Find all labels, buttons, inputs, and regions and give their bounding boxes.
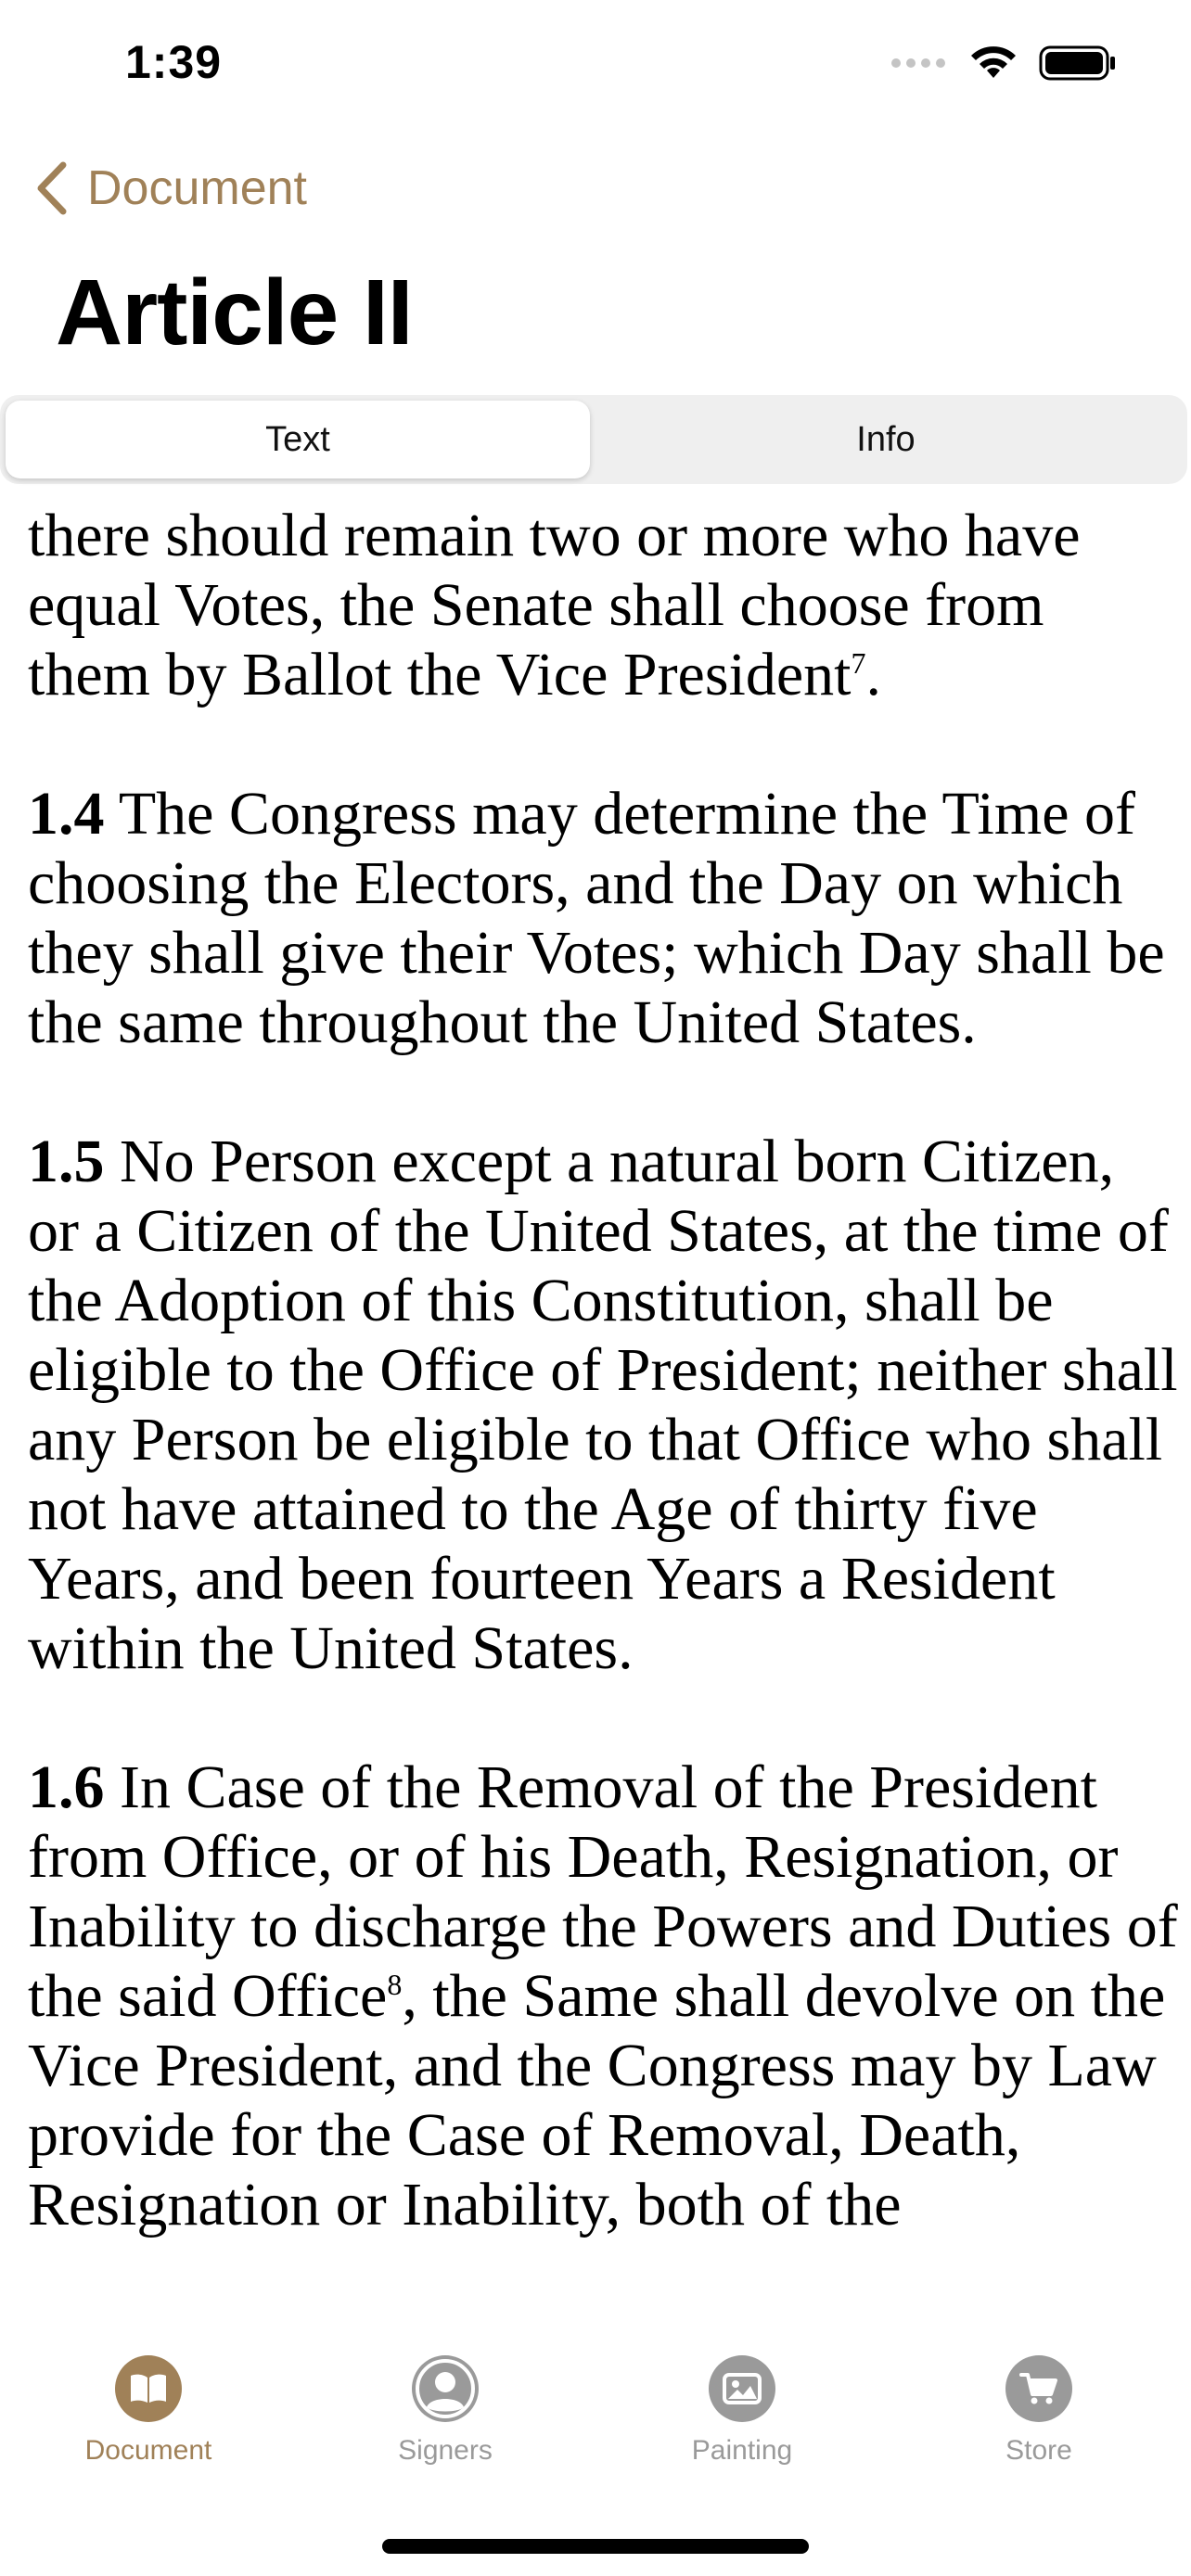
tab-painting[interactable]: [631, 2355, 853, 2467]
paragraph: [28, 779, 1178, 1057]
segmented-control: [0, 395, 1187, 484]
status-icons: [890, 45, 1117, 82]
paragraph-text: there should remain two or more who have equal Votes, the Senate shall choose from them by Ballot the Vice President: [28, 502, 1081, 708]
paragraph-text: .: [865, 641, 881, 708]
paragraph: [28, 1127, 1178, 1683]
footnote-marker[interactable]: 8: [387, 1968, 403, 2001]
wifi-icon: [968, 45, 1018, 82]
status-bar: [0, 0, 1191, 139]
paragraph-text: The Congress may determine the Time of choosing the Electors, and the Day on which they shall give their Votes; which Day shall be the same throughout the United States.: [28, 780, 1165, 1056]
tab-label: Painting: [691, 2435, 793, 2466]
segment-text[interactable]: Text: [6, 401, 590, 478]
status-time: 1:39: [125, 36, 223, 88]
back-button-label: Document: [87, 161, 307, 215]
page-title: Article II: [56, 261, 413, 364]
footnote-marker[interactable]: 7: [851, 646, 866, 680]
book-icon: [115, 2355, 182, 2422]
clause-number: 1.5: [28, 1128, 105, 1195]
back-button[interactable]: [33, 159, 307, 217]
cart-icon: [1005, 2355, 1072, 2422]
photo-icon: [709, 2355, 775, 2422]
paragraph: [28, 501, 1178, 709]
chevron-left-icon: [33, 159, 70, 217]
tab-store[interactable]: [928, 2355, 1150, 2467]
paragraph-text: In Case of the Removal of the President from Office, or of his Death, Resignation, or Inability to discharge the Powers and Duties of the said Office: [28, 1753, 1178, 2030]
paragraph-text: No Person except a natural born Citizen, or a Citizen of the United States, at the time of the Adoption of this Constitution, shall be eligible to the Office of President; neither shall any Person be eligible to that Office who shall not have attained to the Age of thirty five Years, and been fourteen Years a Resident within the United States.: [28, 1128, 1178, 1682]
clause-number: 1.6: [28, 1753, 105, 1821]
paragraph: [28, 1753, 1178, 2239]
home-indicator[interactable]: [382, 2539, 809, 2554]
person-icon: [412, 2355, 479, 2422]
paragraph-text: , the Same shall devolve on the Vice President, and the Congress may by Law provide for the Case of Removal, Death, Resignation or Inability, both of the: [28, 1962, 1166, 2238]
tab-label: Store: [1005, 2435, 1072, 2466]
clause-number: 1.4: [28, 780, 105, 848]
tab-signers[interactable]: [334, 2355, 557, 2467]
tab-label: Signers: [398, 2435, 493, 2466]
cellular-dots-icon: [890, 56, 948, 70]
segment-info[interactable]: Info: [856, 419, 916, 459]
tab-bar: [0, 2318, 1191, 2576]
tab-label: Document: [84, 2435, 212, 2466]
article-text: [28, 501, 1178, 2309]
tab-document[interactable]: [37, 2355, 260, 2467]
battery-icon: [1039, 45, 1117, 82]
